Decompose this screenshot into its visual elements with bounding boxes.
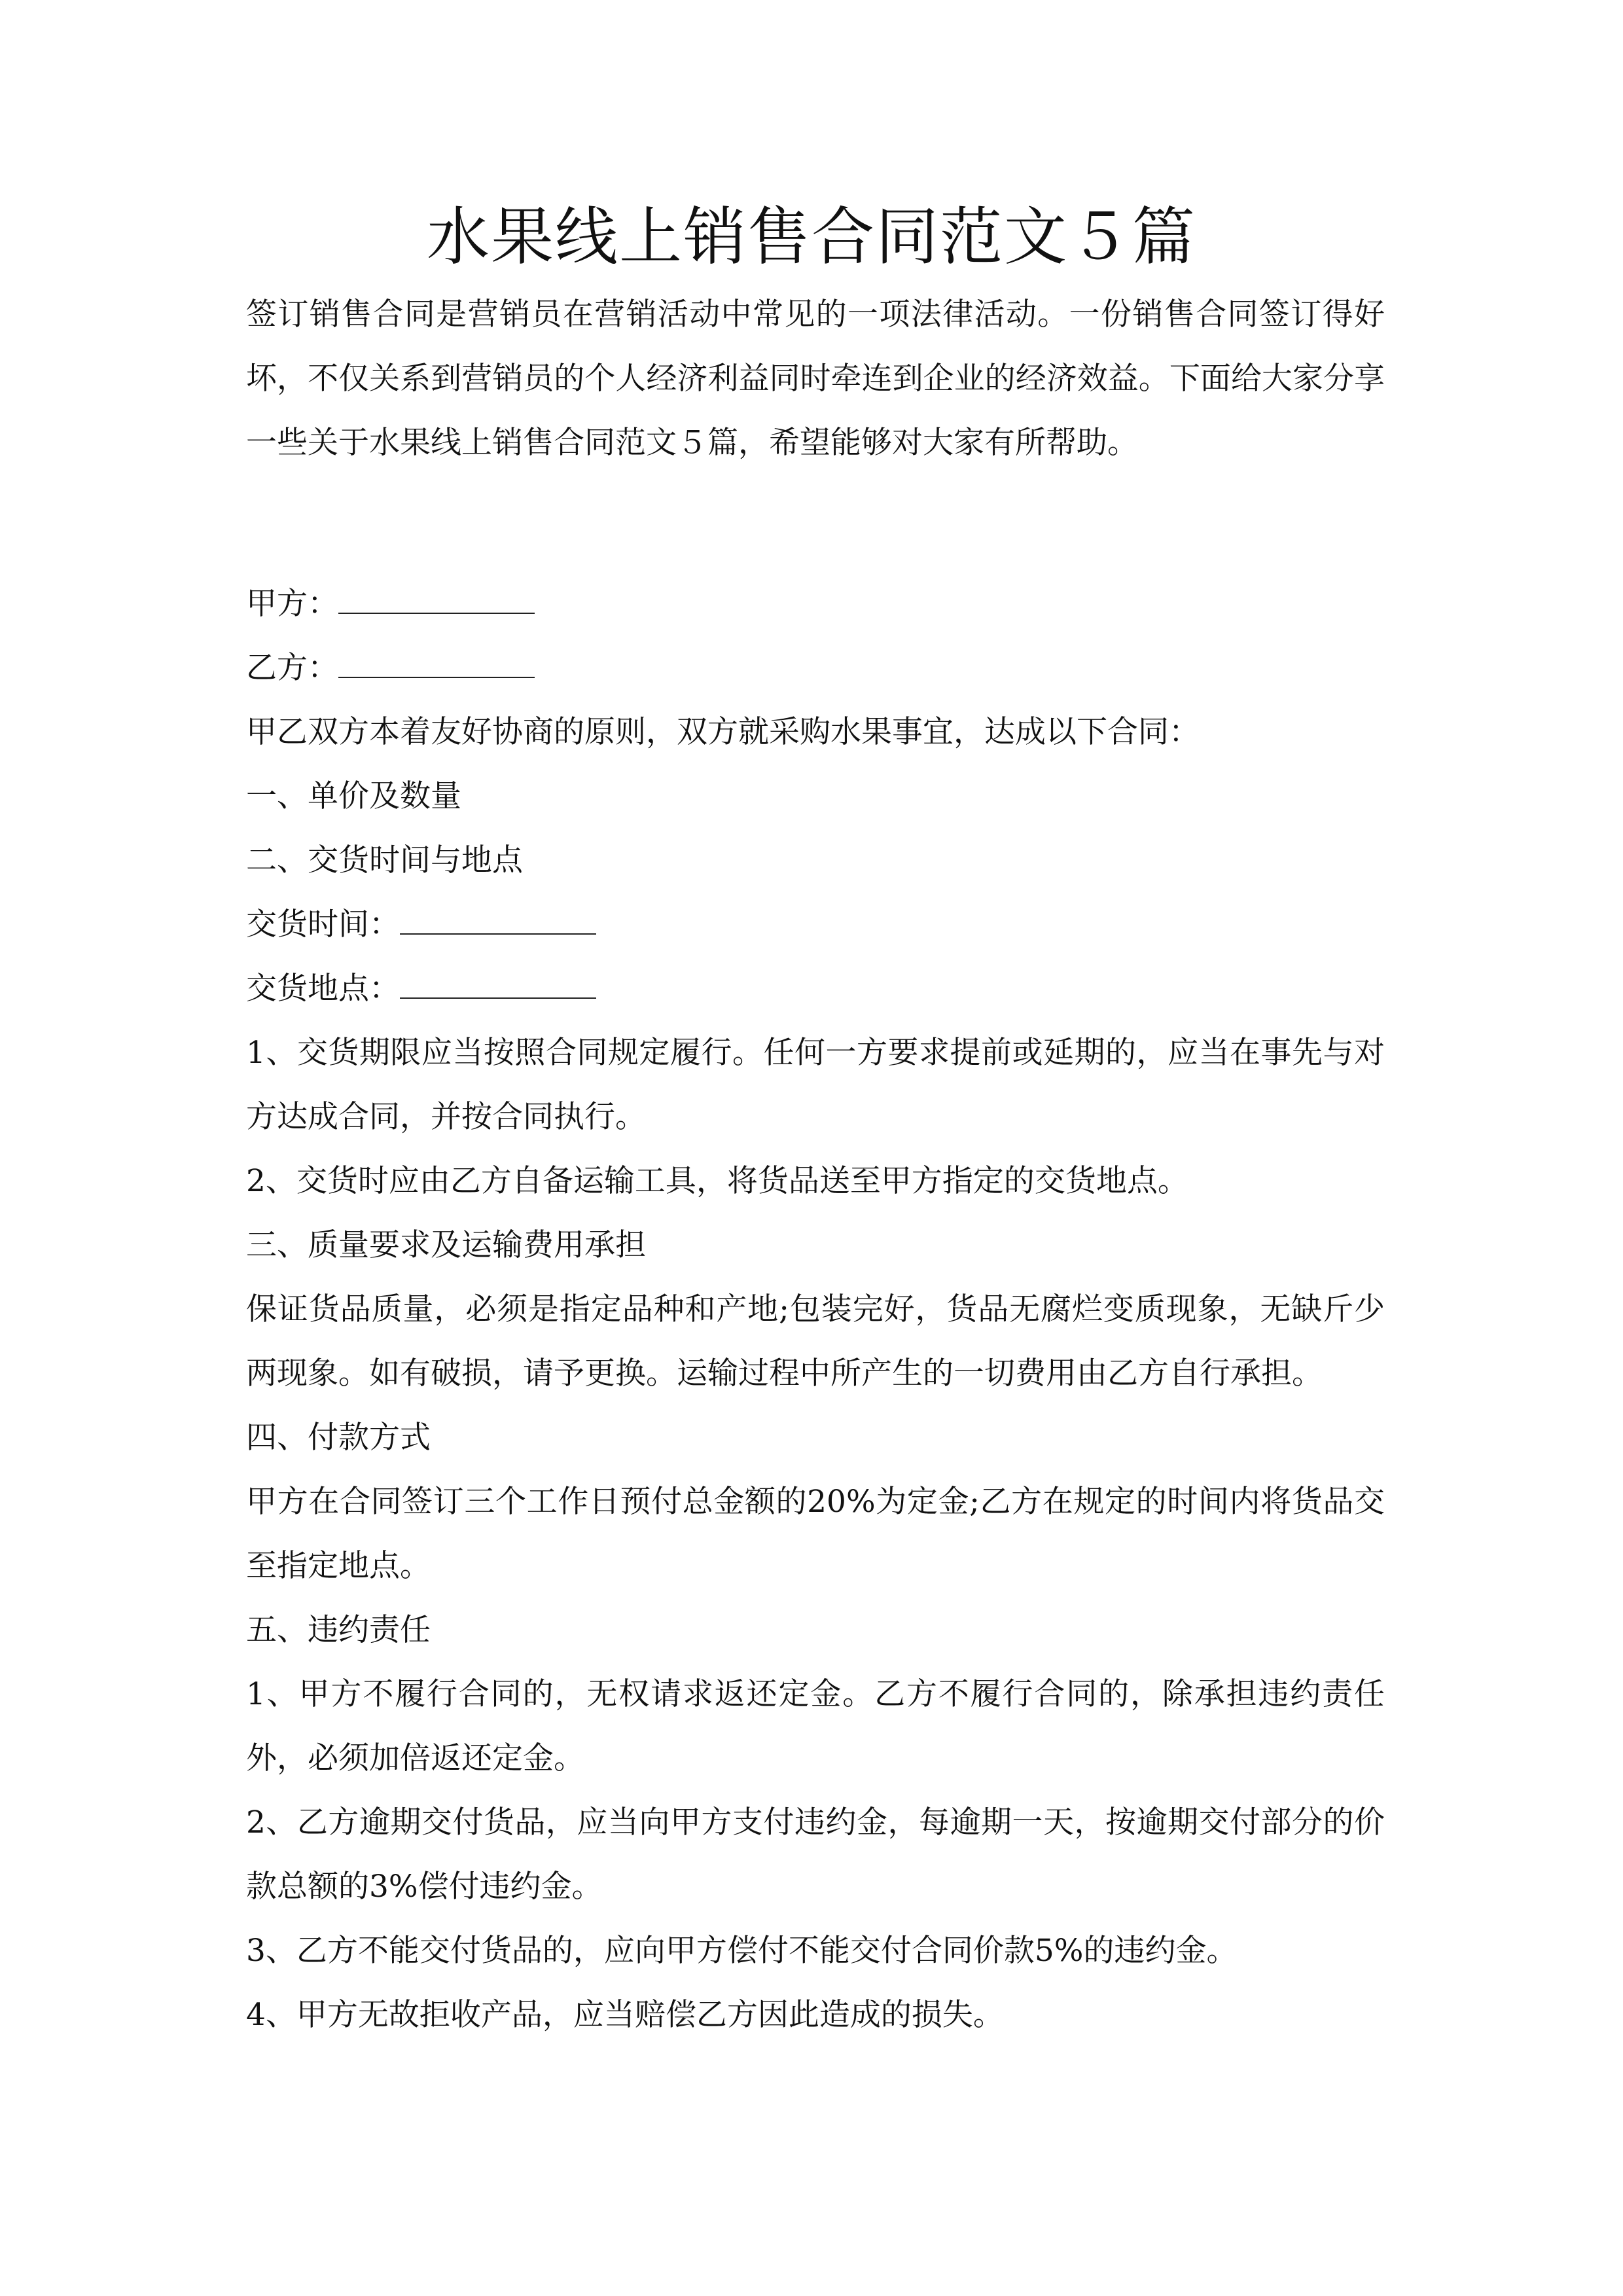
section-heading-quality: 三、质量要求及运输费用承担 (246, 1227, 646, 1263)
section-heading-price-quantity: 一、单价及数量 (246, 778, 461, 814)
payment-paragraph: 甲方在合同签订三个工作日预付总金额的20%为定金;乙方在规定的时间内将货品交至指定地点。 (246, 1484, 1385, 1584)
party-a-field (246, 572, 1385, 636)
paragraph-spacer (246, 475, 1385, 572)
delivery-time-field (246, 893, 1385, 957)
quality-paragraph: 保证货品质量，必须是指定品种和产地;包装完好，货品无腐烂变质现象，无缺斤少两现象。如有破损，请予更换。运输过程中所产生的一切费用由乙方自行承担。 (246, 1291, 1385, 1391)
section-heading-delivery: 二、交货时间与地点 (246, 842, 523, 878)
liability-clause-4: 4、甲方无故拒收产品，应当赔偿乙方因此造成的损失。 (246, 1997, 1004, 2033)
liability-clause-3: 3、乙方不能交付货品的，应向甲方偿付不能交付合同价款5%的违约金。 (246, 1933, 1238, 1969)
liability-clause-2: 2、乙方逾期交付货品，应当向甲方支付违约金，每逾期一天，按逾期交付部分的价款总额的3%偿付违约金。 (246, 1804, 1385, 1905)
delivery-place-label: 交货地点： (246, 971, 400, 1007)
delivery-place-blank-line (400, 960, 596, 999)
delivery-time-blank-line (400, 895, 596, 935)
document-title: 水果线上销售合同范文５篇 (427, 200, 1196, 274)
party-b-label: 乙方： (246, 650, 338, 686)
delivery-clause-1: 1、交货期限应当按照合同规定履行。任何一方要求提前或延期的，应当在事先与对方达成合同，并按合同执行。 (246, 1035, 1385, 1135)
delivery-time-label: 交货时间： (246, 906, 400, 942)
preamble-paragraph: 甲乙双方本着友好协商的原则，双方就采购水果事宜，达成以下合同： (246, 714, 1200, 750)
delivery-place-field (246, 957, 1385, 1021)
delivery-clause-2: 2、交货时应由乙方自备运输工具，将货品送至甲方指定的交货地点。 (246, 1163, 1188, 1199)
document-body (246, 283, 1385, 2047)
liability-clause-1: 1、甲方不履行合同的，无权请求返还定金。乙方不履行合同的，除承担违约责任外，必须加倍返还定金。 (246, 1676, 1385, 1776)
section-heading-liability: 五、违约责任 (246, 1612, 431, 1648)
intro-paragraph: 签订销售合同是营销员在营销活动中常见的一项法律活动。一份销售合同签订得好坏，不仅关系到营销员的个人经济利益同时牵连到企业的经济效益。下面给大家分享一些关于水果线上销售合同范文５篇，希望能够对大家有所帮助。 (246, 296, 1385, 461)
party-a-label: 甲方： (246, 586, 338, 622)
party-b-blank-line (338, 639, 535, 678)
party-b-field (246, 636, 1385, 700)
party-a-blank-line (338, 575, 535, 614)
section-heading-payment: 四、付款方式 (246, 1420, 431, 1456)
